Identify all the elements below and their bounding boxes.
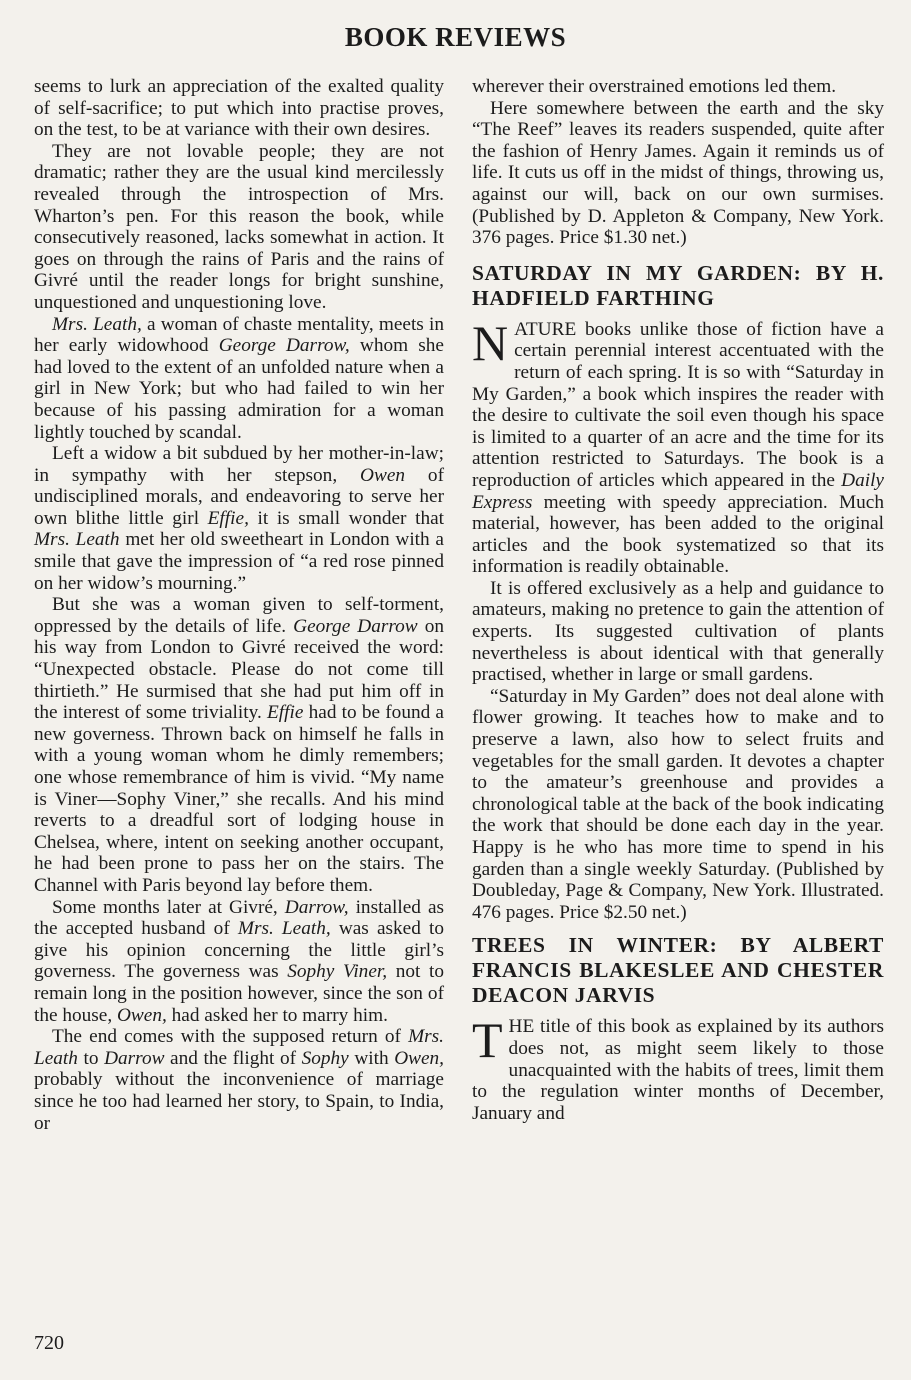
italic-name: Darrow — [104, 1047, 165, 1069]
text-run: probably without the inconvenience of marriage since he too had learned her story, to Spain, to India, or — [34, 1069, 444, 1134]
drop-cap: T — [472, 1012, 503, 1069]
text-run: The end comes with the supposed return of — [52, 1026, 409, 1048]
italic-name: Effie — [267, 702, 304, 724]
page-number: 720 — [34, 1332, 64, 1354]
paragraph: They are not lovable people; they are not dramatic; rather they are the usual kind mercilessly revealed through the introspection of Mrs. Wharton’s pen. For this reason the book, while consecutively reasoned, lacks somewhat in action. It goes on through the rains of Paris and the rains of Givré until the reader longs for bright sunshine, unquestioned and unquestioning love. — [34, 140, 444, 313]
italic-name: Mrs. Leath — [34, 529, 120, 551]
italic-name: Sophy Viner, — [287, 961, 388, 983]
italic-name: Owen, — [117, 1004, 167, 1026]
paragraph — [472, 314, 884, 578]
text-run: met her old sweetheart in London with a smile that gave the impression of “a red rose pinned on her widow’s mourning.” — [34, 529, 444, 594]
text-run: meeting with speedy appreciation. Much material, however, has been added to the original articles and the book systematized so that its information is readily obtainable. — [472, 491, 884, 578]
italic-title: Daily Express — [472, 469, 884, 513]
paragraph: “Saturday in My Garden” does not deal alone with flower growing. It teaches how to make and to preserve a lawn, also how to select fruits and vegetables for the small garden. It devotes a chapter to the amateur’s greenhouse and provides a chronological table at the back of the book indicating the work that should be done each day in the year. Happy is he who has more time to spend in his garden than a single weekly Saturday. (Published by Doubleday, Page & Company, New York. Illustrated. 476 pages. Price $2.50 net.) — [472, 685, 884, 923]
italic-name: Mrs. Leath, — [237, 918, 331, 940]
italic-name: George Darrow, — [218, 335, 350, 357]
text-run: whom she had loved to the extent of an unfolded nature when a girl in New York; but who had failed to win her because of his passing admiration for a woman lightly touched by scandal. — [34, 335, 444, 443]
text-run: on his way from London to Givré received the word: “Unexpected obstacle. Please do not come till thirtieth.” He surmised that she had put him off in the interest of some triviality. — [34, 615, 444, 724]
italic-name: Mrs. Leath — [34, 1026, 444, 1069]
paragraph: Here somewhere between the earth and the sky “The Reef” leaves its readers suspended, quite after the fashion of Henry James. Again it reminds us of life. It cuts us off in the midst of things, throwing us, against our will, back on our own surmises. (Published by D. Appleton & Company, New York. 376 pages. Price $1.30 net.) — [472, 97, 884, 249]
text-run: ATURE books unlike those of fiction have a certain perennial interest accentuated with the return of each spring. It is so with “Saturday in My Garden,” a book which inspires the reader with the desire to cultivate the soil even though his space is limited to a quarter of an acre and the time for its attention restricted to Saturdays. The book is a reproduction of articles which appeared in the — [472, 318, 884, 491]
text-run: to — [77, 1047, 105, 1069]
left-column — [34, 76, 444, 1134]
text-run: HE title of this book as explained by its authors does not, as might seem likely to those unacquainted with the habits of trees, limit them to the regulation winter months of December, January and — [472, 1016, 884, 1124]
italic-name: Mrs. Leath, — [52, 313, 142, 335]
italic-name: Owen, — [394, 1047, 444, 1069]
paragraph: It is offered exclusively as a help and guidance to amateurs, making no pretence to gain the attention of experts. Its suggested cultivation of plants nevertheless is about identical with that generally practised, whether in large or small gardens. — [472, 577, 884, 686]
text-run: Some months later at Givré, — [52, 896, 285, 918]
paragraph — [34, 314, 444, 444]
text-run: installed as the accepted husband of — [34, 896, 444, 940]
italic-name: Darrow, — [284, 896, 349, 918]
paragraph: wherever their overstrained emotions led them. — [472, 76, 837, 97]
italic-name: Effie, — [207, 507, 249, 529]
paragraph — [34, 1026, 444, 1134]
text-run: it is small wonder that — [248, 507, 445, 529]
text-run: with — [348, 1047, 395, 1069]
paragraph — [34, 594, 444, 896]
text-run: a woman of chaste mentality, meets in her early widowhood — [34, 313, 444, 357]
italic-name: George Darrow — [293, 615, 418, 637]
paragraph: seems to lurk an appreciation of the exalted quality of self-sacrifice; to put which into practise proves, on the test, to be at variance with their own desires. — [34, 76, 444, 141]
text-run: had to be found a new governess. Thrown back on himself he falls in with a young woman whom he dimly remembers; one whose remembrance of him is vivid. “My name is Viner—Sophy Viner,” she recalls. And his mind reverts to a dreadful sort of lodging house in Chelsea, where, intent on seeking another occupant, he had been prone to pass her on the stairs. The Channel with Paris beyond lay before them. — [34, 702, 444, 896]
running-head: BOOK REVIEWS — [344, 22, 567, 52]
review-heading: SATURDAY IN MY GARDEN: BY H. HADFIELD FARTHING — [472, 260, 884, 310]
text-run: and the flight of — [164, 1047, 302, 1069]
paragraph — [34, 443, 444, 594]
paragraph — [34, 897, 444, 1027]
text-run: had asked her to marry him. — [166, 1004, 388, 1026]
right-column — [472, 76, 884, 1124]
review-heading: TREES IN WINTER: BY ALBERT FRANCIS BLAKESLEE AND CHESTER DEACON JARVIS — [472, 933, 884, 1008]
text-run: not to remain long in the position however, since the son of the house, — [34, 961, 444, 1026]
italic-name: Sophy — [301, 1047, 349, 1069]
text-run: was asked to give his opinion concerning the little girl’s governess. The governess was — [34, 918, 444, 983]
italic-name: Owen — [360, 464, 406, 486]
paragraph — [472, 1012, 884, 1124]
text-run: of undisciplined morals, and endeavoring to serve her own blithe little girl — [34, 464, 444, 529]
text-run: But she was a woman given to self-torment, oppressed by the details of life. — [34, 594, 444, 637]
text-run: Left a widow a bit subdued by her mother-in-law; in sympathy with her stepson, — [34, 443, 444, 486]
drop-cap: N — [472, 314, 509, 371]
